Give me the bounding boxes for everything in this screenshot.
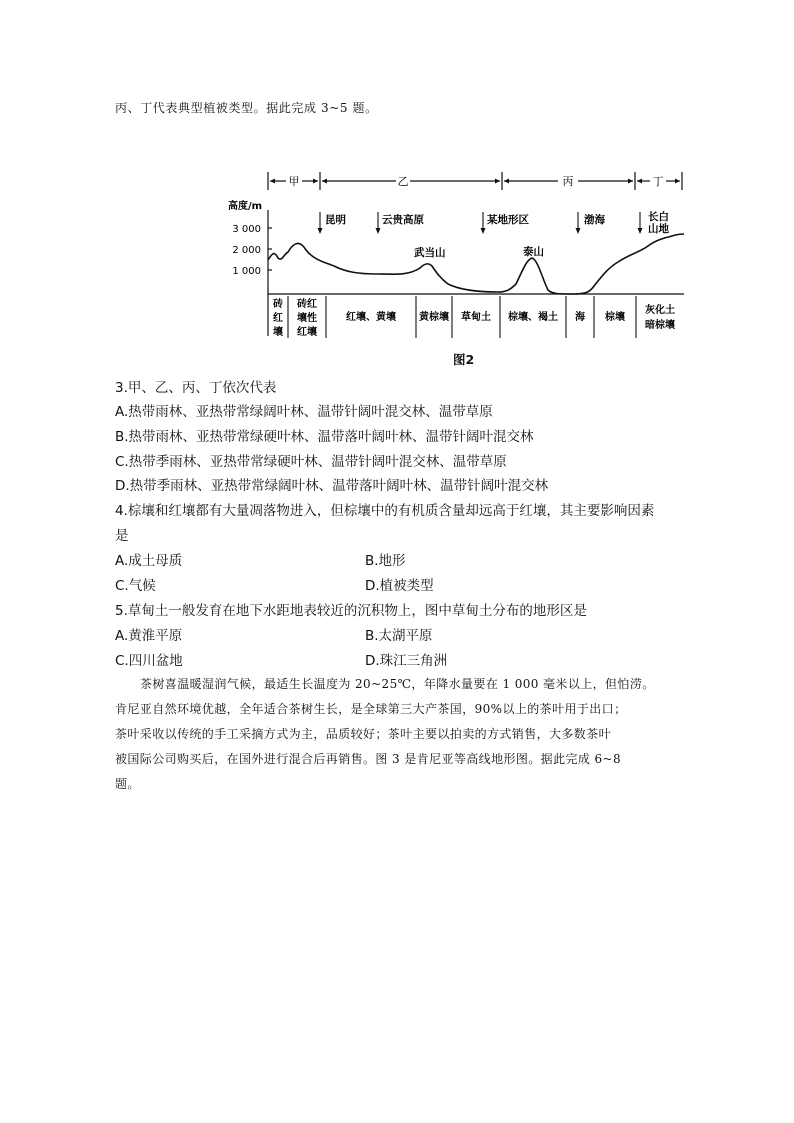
paragraph-line-4: 被国际公司购买后，在国外进行混合后再销售。图 3 是肯尼亚等高线地形图。据此完成 6~8 bbox=[115, 752, 622, 766]
q4-option-d: D.植被类型 bbox=[365, 578, 434, 594]
place-yungui-plateau: 云贵高原 bbox=[382, 214, 424, 226]
q4-stem-line1: 4.棕壤和红壤都有大量凋落物进入，但棕壤中的有机质含量却远高于红壤，其主要影响因素 bbox=[115, 503, 655, 519]
q4-option-b: B.地形 bbox=[365, 553, 406, 569]
q4-option-a: A.成土母质 bbox=[115, 553, 183, 569]
soil-2-line1: 砖红 bbox=[297, 299, 317, 310]
q3-option-a: A.热带雨林、亚热带常绿阔叶林、温带针阔叶混交林、温带草原 bbox=[115, 404, 493, 420]
q5-option-c: C.四川盆地 bbox=[115, 653, 183, 669]
y-axis-label: 高度/m bbox=[228, 201, 263, 212]
q5-option-d: D.珠江三角洲 bbox=[365, 653, 448, 669]
zone-label-bing: 丙 bbox=[562, 175, 574, 188]
q5-option-b: B.太湖平原 bbox=[365, 628, 433, 644]
place-terrain-region: 某地形区 bbox=[487, 214, 529, 226]
figure-caption: 图2 bbox=[453, 352, 475, 367]
q4-option-c: C.气候 bbox=[115, 578, 156, 594]
place-taishan: 泰山 bbox=[523, 246, 544, 258]
soil-8: 棕壤 bbox=[605, 312, 625, 323]
q5-stem: 5.草甸土一般发育在地下水距地表较近的沉积物上，图中草甸土分布的地形区是 bbox=[115, 603, 587, 619]
q3-stem: 3.甲、乙、丙、丁依次代表 bbox=[115, 380, 277, 396]
soil-9-line2: 暗棕壤 bbox=[645, 320, 675, 331]
terrain-curve bbox=[268, 234, 684, 294]
y-tick-1000: 1 000 bbox=[232, 266, 261, 277]
place-bohai: 渤海 bbox=[584, 214, 605, 226]
soil-2-line3: 红壤 bbox=[297, 327, 317, 338]
soil-1-line2: 红 bbox=[273, 313, 283, 324]
paragraph-line-3: 茶叶采收以传统的手工采摘方式为主，品质较好；茶叶主要以拍卖的方式销售，大多数茶叶 bbox=[115, 727, 612, 741]
soil-9-line1: 灰化土 bbox=[645, 305, 675, 316]
soil-6: 棕壤、褐土 bbox=[508, 312, 558, 323]
place-shandi: 山地 bbox=[648, 223, 669, 235]
place-wudang: 武当山 bbox=[414, 247, 446, 259]
q3-option-d: D.热带季雨林、亚热带常绿阔叶林、温带落叶阔叶林、温带针阔叶混交林 bbox=[115, 478, 549, 494]
q3-option-c: C.热带季雨林、亚热带常绿硬叶林、温带针阔叶混交林、温带草原 bbox=[115, 454, 507, 470]
paragraph-line-5: 题。 bbox=[115, 777, 140, 791]
terrain-profile-svg bbox=[228, 168, 688, 343]
q5-option-a: A.黄淮平原 bbox=[115, 628, 183, 644]
soil-5: 草甸土 bbox=[461, 312, 491, 323]
paragraph-line-1: 茶树喜温暖湿润气候，最适生长温度为 20~25℃，年降水量要在 1 000 毫米以上，但怕涝。 bbox=[140, 677, 655, 691]
intro-line: 丙、丁代表典型植被类型。据此完成 3~5 题。 bbox=[115, 101, 378, 115]
paragraph-line-2: 肯尼亚自然环境优越，全年适合茶树生长，是全球第三大产茶国，90%以上的茶叶用于出口； bbox=[115, 702, 627, 716]
terrain-profile-figure bbox=[228, 168, 688, 343]
q4-stem-line2: 是 bbox=[115, 528, 129, 544]
soil-1-line1: 砖 bbox=[273, 299, 283, 310]
soil-4: 黄棕壤 bbox=[419, 312, 449, 323]
q3-option-b: B.热带雨林、亚热带常绿硬叶林、温带落叶阔叶林、温带针阔叶混交林 bbox=[115, 429, 534, 445]
soil-1-line3: 壤 bbox=[273, 327, 283, 338]
soil-7: 海 bbox=[575, 312, 585, 323]
soil-2-line2: 壤性 bbox=[297, 313, 317, 324]
y-tick-2000: 2 000 bbox=[232, 245, 261, 256]
zone-label-ding: 丁 bbox=[652, 175, 664, 188]
place-changbai: 长白 bbox=[648, 211, 669, 223]
soil-3: 红壤、黄壤 bbox=[346, 312, 396, 323]
zone-label-jia: 甲 bbox=[288, 175, 300, 188]
place-kunming: 昆明 bbox=[325, 214, 346, 226]
y-tick-3000: 3 000 bbox=[232, 224, 261, 235]
zone-label-yi: 乙 bbox=[397, 175, 409, 188]
